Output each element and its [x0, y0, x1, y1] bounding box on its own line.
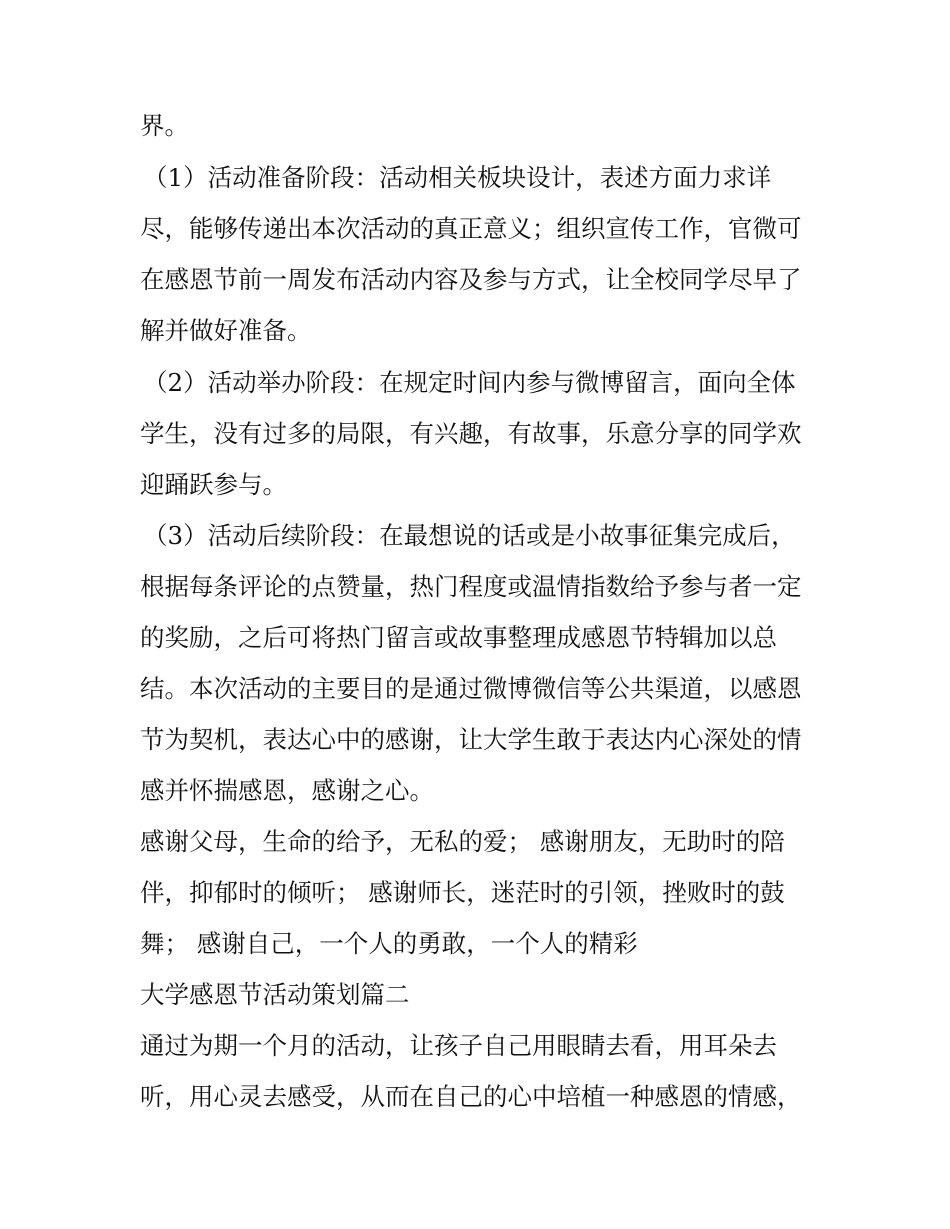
text-line: 听，用心灵去感受，从而在自己的心中培植一种感恩的情感， — [140, 1082, 802, 1111]
text-line: 根据每条评论的点赞量，热门程度或温情指数给予参与者一定 — [140, 572, 802, 601]
text-line: 尽，能够传递出本次活动的真正意义；组织宣传工作，官微可 — [140, 214, 802, 243]
text-line: 界。 — [140, 111, 189, 140]
text-line: 的奖励，之后可将热门留言或故事整理成感恩节特辑加以总 — [140, 623, 777, 652]
text-line: （3）活动后续阶段：在最想说的话或是小故事征集完成后， — [143, 521, 796, 550]
text-line: （1）活动准备阶段：活动相关板块设计，表述方面力求详 — [143, 163, 772, 192]
text-line: 通过为期一个月的活动，让孩子自己用眼睛去看，用耳朵去 — [140, 1031, 777, 1060]
text-line: 在感恩节前一周发布活动内容及参与方式，让全校同学尽早了 — [140, 265, 802, 294]
text-line: 学生，没有过多的局限，有兴趣，有故事，乐意分享的同学欢 — [140, 419, 802, 448]
text-line: （2）活动举办阶段：在规定时间内参与微博留言，面向全体 — [143, 368, 796, 397]
text-line: 伴，抑郁时的倾听； 感谢师长，迷茫时的引领，挫败时的鼓 — [140, 878, 785, 907]
text-line: 舞； 感谢自己，一个人的勇敢，一个人的精彩 — [140, 929, 638, 958]
section-heading: 大学感恩节活动策划篇二 — [140, 980, 410, 1009]
text-line: 感谢父母，生命的给予，无私的爱； 感谢朋友，无助时的陪 — [140, 827, 785, 856]
text-line: 迎踊跃参与。 — [140, 470, 287, 499]
text-line: 结。本次活动的主要目的是通过微博微信等公共渠道，以感恩 — [140, 674, 802, 703]
text-line: 感并怀揣感恩，感谢之心。 — [140, 776, 434, 805]
text-line: 解并做好准备。 — [140, 316, 312, 345]
text-line: 节为契机，表达心中的感谢，让大学生敢于表达内心深处的情 — [140, 725, 802, 754]
